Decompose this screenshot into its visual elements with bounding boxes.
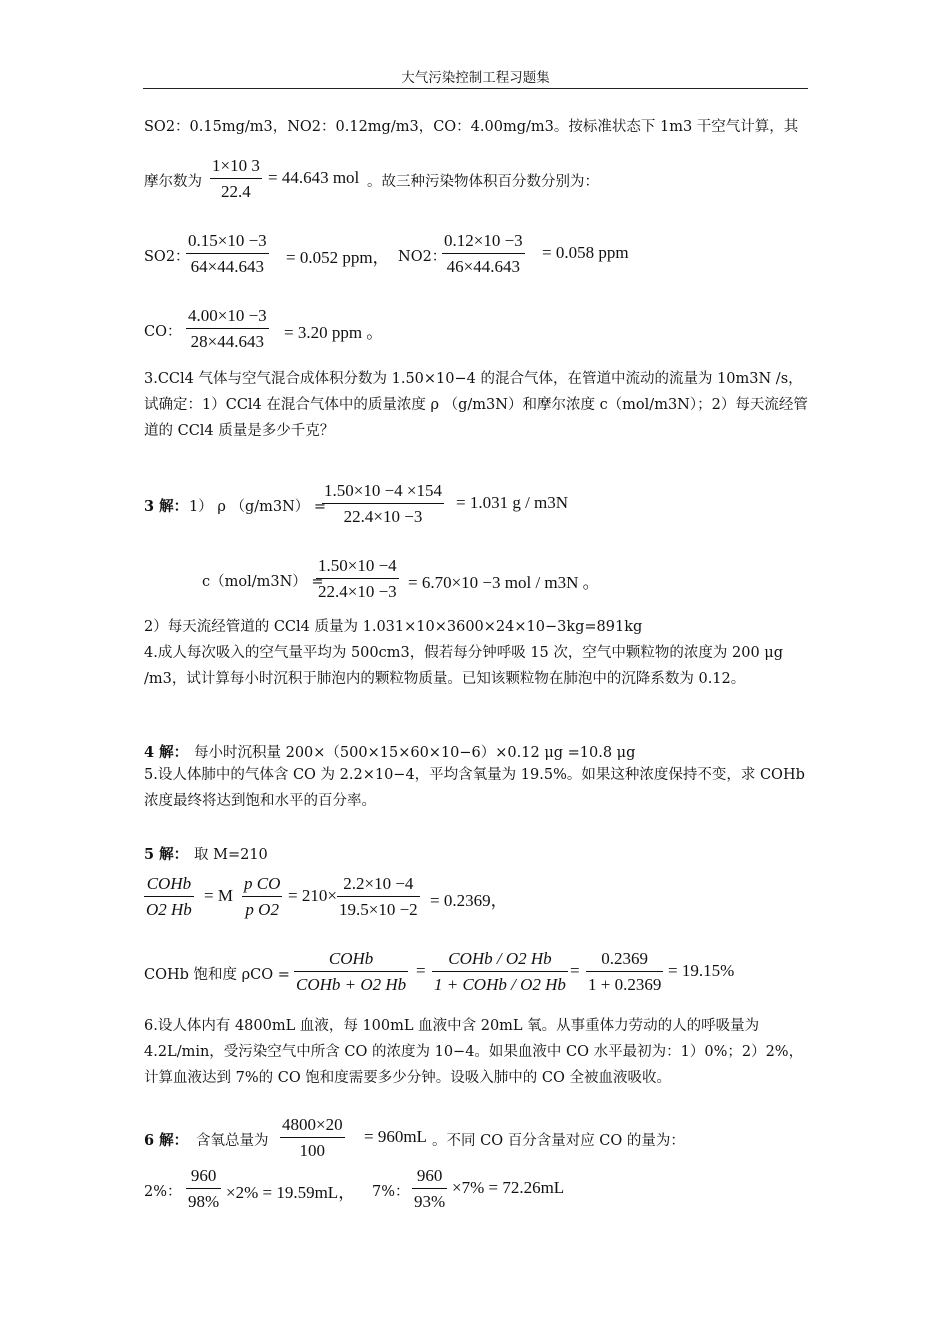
a5-f6-den: 1 + 0.2369	[586, 971, 663, 997]
mol-frac-den: 22.4	[210, 178, 262, 204]
co-frac-num: 4.00×10 −3	[188, 306, 267, 325]
a6-2pct-prefix: 2%：	[144, 1184, 182, 1200]
a6-frac-7pct	[412, 1163, 447, 1214]
a5-frac-ratio	[144, 871, 194, 922]
no2-frac-num: 0.12×10 −3	[444, 231, 523, 250]
a5-f3-num: 2.2×10 −4	[343, 874, 414, 893]
no2-result: = 0.058 ppm	[542, 243, 629, 262]
a3-rho-prefix: 1） ρ （g/m3N） =	[189, 499, 327, 515]
so2-fraction	[186, 228, 269, 279]
mol-suffix: 。故三种污染物体积百分数分别为：	[367, 174, 599, 190]
a6-prefix: 含氧总量为	[196, 1133, 269, 1149]
mol-prefix: 摩尔数为	[144, 174, 202, 190]
so2-frac-num: 0.15×10 −3	[188, 231, 267, 250]
a5-frac-values	[337, 871, 420, 922]
a5-frac-pressure	[242, 871, 282, 922]
question-6: 6.设人体内有 4800mL 血液，每 100mL 血液中含 20mL 氧。从事重体力劳动的人的呼吸量为 4.2L/min，受污染空气中所含 CO 的浓度为 10−4。如果血液中 CO 水平最初为：1）0%；2）2%，计算血液达到 7%的 CO 饱和度需要多少分钟。设吸入肺中的 CO 全被血液吸收。	[144, 1018, 804, 1086]
a6-7pct-prefix: 7%：	[372, 1184, 410, 1200]
answer-3-label: 3 解：	[144, 498, 189, 515]
a5-sat-prefix: COHb 饱和度 ρCO =	[144, 967, 290, 983]
question-5: 5.设人体肺中的气体含 CO 为 2.2×10−4，平均含氧量为 19.5%。如果这种浓度保持不变，求 COHb 浓度最终将达到饱和水平的百分率。	[144, 767, 805, 809]
a6-2pct-result: ×2% = 19.59mL，	[226, 1183, 356, 1202]
a5-f1-den: O2 Hb	[144, 896, 194, 922]
a5-f4-den: COHb + O2 Hb	[294, 971, 408, 997]
co-fraction	[186, 303, 269, 354]
a3-rho-result: = 1.031 g / m3N	[456, 493, 569, 512]
a5-frac-sat2	[432, 946, 568, 997]
a5-eq1: =	[416, 961, 426, 980]
question-3: 3.CCl4 气体与空气混合成体积分数为 1.50×10−4 的混合气体，在管道中流动的流量为 10m3N /s，试确定：1）CCl4 在混合气体中的质量浓度 ρ （g/m3N）和摩尔浓度 c（mol/m3N）；2）每天流经管道的 CCl4 质量是多少千克？	[144, 371, 808, 439]
a5-f5-num: COHb / O2 Hb	[448, 949, 552, 968]
page-header: 大气污染控制工程习题集	[143, 66, 808, 89]
a6-f3-num: 960	[416, 1166, 443, 1185]
a5-final: = 19.15%	[668, 961, 735, 980]
a6-result: = 960mL	[364, 1127, 427, 1146]
a3-c-fraction	[316, 553, 399, 604]
no2-fraction	[442, 228, 525, 279]
a6-frac-oxygen	[280, 1112, 345, 1163]
a3-c-prefix: c（mol/m3N） =	[202, 574, 324, 590]
mol-result: = 44.643 mol	[268, 168, 360, 187]
a5-eq-m: = M	[204, 886, 233, 905]
so2-result: = 0.052 ppm，	[286, 248, 390, 267]
a3-rho-frac-den: 22.4×10 −3	[322, 503, 444, 529]
mol-fraction	[210, 153, 262, 204]
a3-rho-frac-num: 1.50×10 −4 ×154	[324, 481, 443, 500]
a6-f2-num: 960	[190, 1166, 217, 1185]
a5-frac-sat1	[294, 946, 408, 997]
given-concentrations: SO2：0.15mg/m3，NO2：0.12mg/m3，CO：4.00mg/m3。按标准状态下 1m3 干空气计算，其	[144, 119, 799, 135]
a6-7pct-result: ×7% = 72.26mL	[452, 1178, 565, 1197]
a5-f2-den: p O2	[242, 896, 282, 922]
a5-f5-den: 1 + COHb / O2 Hb	[432, 971, 568, 997]
so2-prefix: SO2：	[144, 249, 190, 265]
a3-rho-fraction	[322, 478, 444, 529]
a5-f3-den: 19.5×10 −2	[337, 896, 420, 922]
a6-f1-num: 4800×20	[282, 1115, 343, 1134]
a3-c-frac-den: 22.4×10 −3	[316, 578, 399, 604]
answer-4: 每小时沉积量 200×（500×15×60×10−6）×0.12 μg =10.8 μg	[194, 745, 636, 761]
a3-part2: 2）每天流经管道的 CCl4 质量为 1.031×10×3600×24×10−3kg=891kg	[144, 619, 643, 635]
answer-5-label: 5 解：	[144, 846, 189, 863]
a3-c-result: = 6.70×10 −3 mol / m3N 。	[408, 573, 600, 592]
mol-frac-num: 1×10 3	[212, 156, 260, 175]
a5-f4-num: COHb	[328, 949, 374, 968]
no2-prefix: NO2：	[398, 249, 447, 265]
answer-6-label: 6 解：	[144, 1132, 189, 1149]
a5-f2-num: p CO	[244, 874, 281, 893]
a6-f1-den: 100	[280, 1137, 345, 1163]
co-frac-den: 28×44.643	[186, 328, 269, 354]
a5-frac-sat3	[586, 946, 663, 997]
a5-f6-num: 0.2369	[601, 949, 649, 968]
co-prefix: CO：	[144, 324, 182, 340]
a6-suffix: 。不同 CO 百分含量对应 CO 的量为：	[432, 1133, 685, 1149]
a5-m: 取 M=210	[194, 847, 268, 863]
so2-frac-den: 64×44.643	[186, 253, 269, 279]
a5-eq-210: = 210×	[288, 886, 337, 905]
answer-4-label: 4 解：	[144, 744, 189, 761]
a5-result: = 0.2369，	[430, 891, 508, 910]
no2-frac-den: 46×44.643	[442, 253, 525, 279]
question-4: 4.成人每次吸入的空气量平均为 500cm3，假若每分钟呼吸 15 次，空气中颗粒物的浓度为 200 μg /m3，试计算每小时沉积于肺泡内的颗粒物质量。已知该颗粒物在肺泡中的沉降系数为 0.12。	[144, 645, 783, 687]
a6-frac-2pct	[186, 1163, 221, 1214]
a6-f3-den: 93%	[412, 1188, 447, 1214]
a3-c-frac-num: 1.50×10 −4	[318, 556, 397, 575]
a5-f1-num: COHb	[146, 874, 192, 893]
a6-f2-den: 98%	[186, 1188, 221, 1214]
a5-eq2: =	[570, 961, 580, 980]
co-result: = 3.20 ppm 。	[284, 323, 384, 342]
